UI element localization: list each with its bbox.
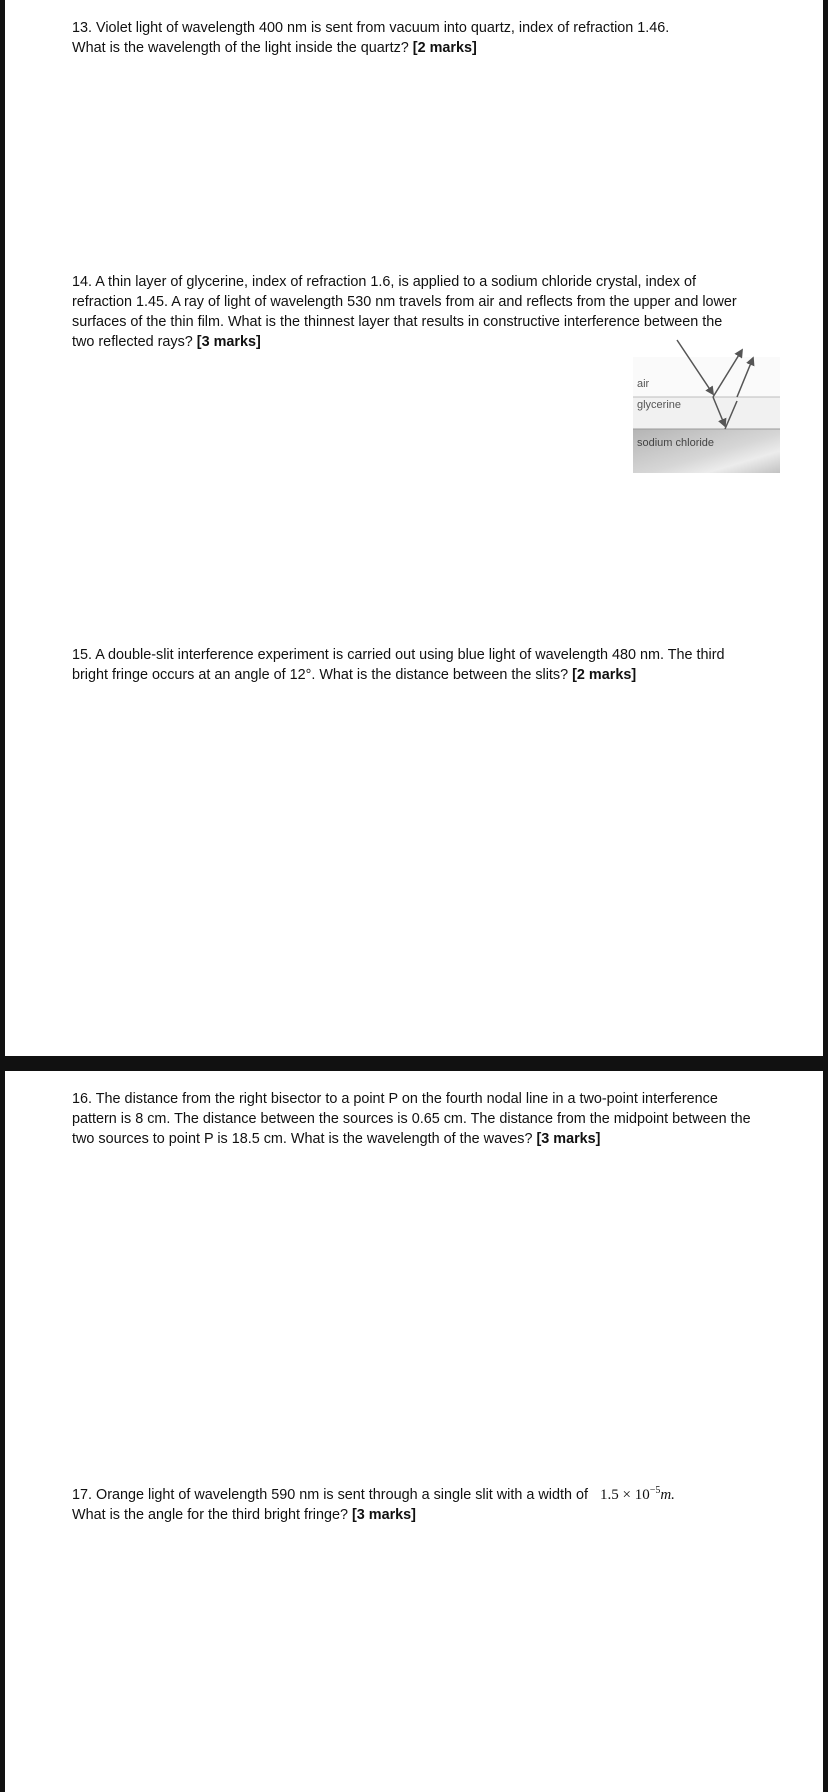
slit-width-base: 1.5 × 10 [599, 1487, 650, 1503]
question-14-text-4: two reflected rays? [72, 334, 193, 350]
question-16-line-3 [72, 1129, 784, 1149]
question-13-text-1: Violet light of wavelength 400 nm is sent from vacuum into quartz, index of refraction 1.46. [96, 20, 670, 36]
question-15-line-1 [72, 645, 784, 665]
question-14-line-2: refraction 1.45. A ray of light of wavelength 530 nm travels from air and reflects from the upper and lower [72, 294, 737, 310]
question-13-marks: [2 marks] [412, 40, 477, 56]
question-16-text-3: two sources to point P is 18.5 cm. What is the wavelength of the waves? [72, 1131, 533, 1147]
question-17-text-2: What is the angle for the third bright fringe? [72, 1507, 348, 1523]
question-14-marks: [3 marks] [196, 334, 261, 350]
sodium-chloride-layer [633, 429, 780, 473]
slit-width-unit: m. [660, 1487, 675, 1503]
question-16 [72, 1089, 784, 1149]
question-14-line-3: surfaces of the thin film. What is the thinnest layer that results in constructive interference between the [72, 314, 723, 330]
question-17 [72, 1481, 784, 1525]
slit-width-expression [600, 1487, 675, 1503]
glycerine-label: glycerine [637, 399, 682, 411]
air-label: air [637, 378, 650, 390]
question-17-line-2 [72, 1505, 784, 1525]
question-14-line-1 [72, 272, 784, 292]
question-17-number: 17. [72, 1487, 93, 1503]
question-17-text-1: Orange light of wavelength 590 nm is sent through a single slit with a width of [96, 1487, 588, 1503]
sodium-chloride-label: sodium chloride [637, 437, 715, 449]
question-16-line-1 [72, 1089, 784, 1109]
question-13-number: 13. [72, 20, 93, 36]
question-17-marks: [3 marks] [351, 1507, 416, 1523]
question-14-text-1: A thin layer of glycerine, index of refraction 1.6, is applied to a sodium chloride crystal, index of [95, 274, 696, 290]
question-14-number: 14. [72, 274, 93, 290]
slit-width-exponent: −5 [649, 1485, 661, 1496]
question-16-marks: [3 marks] [536, 1131, 601, 1147]
question-16-text-1: The distance from the right bisector to a point P on the fourth nodal line in a two-point interference [95, 1091, 718, 1107]
question-15-line-2 [72, 665, 784, 685]
question-15-marks: [2 marks] [572, 667, 637, 683]
question-13-line-2 [72, 38, 784, 58]
question-13 [72, 18, 784, 58]
worksheet-page-1 [5, 0, 823, 1056]
question-13-text-2: What is the wavelength of the light inside the quartz? [72, 40, 409, 56]
air-layer [633, 357, 780, 397]
thin-film-diagram [633, 337, 780, 473]
question-15 [72, 645, 784, 685]
question-15-text-2: bright fringe occurs at an angle of 12°. What is the distance between the slits? [72, 667, 569, 683]
worksheet-page-2 [5, 1071, 823, 1792]
question-15-number: 15. [72, 647, 93, 663]
question-16-number: 16. [72, 1091, 93, 1107]
question-17-line-1 [72, 1481, 784, 1505]
question-15-text-1: A double-slit interference experiment is carried out using blue light of wavelength 480 nm. The third [95, 647, 725, 663]
question-16-line-2: pattern is 8 cm. The distance between the sources is 0.65 cm. The distance from the midpoint between the [72, 1111, 751, 1127]
question-13-line-1 [72, 18, 784, 38]
